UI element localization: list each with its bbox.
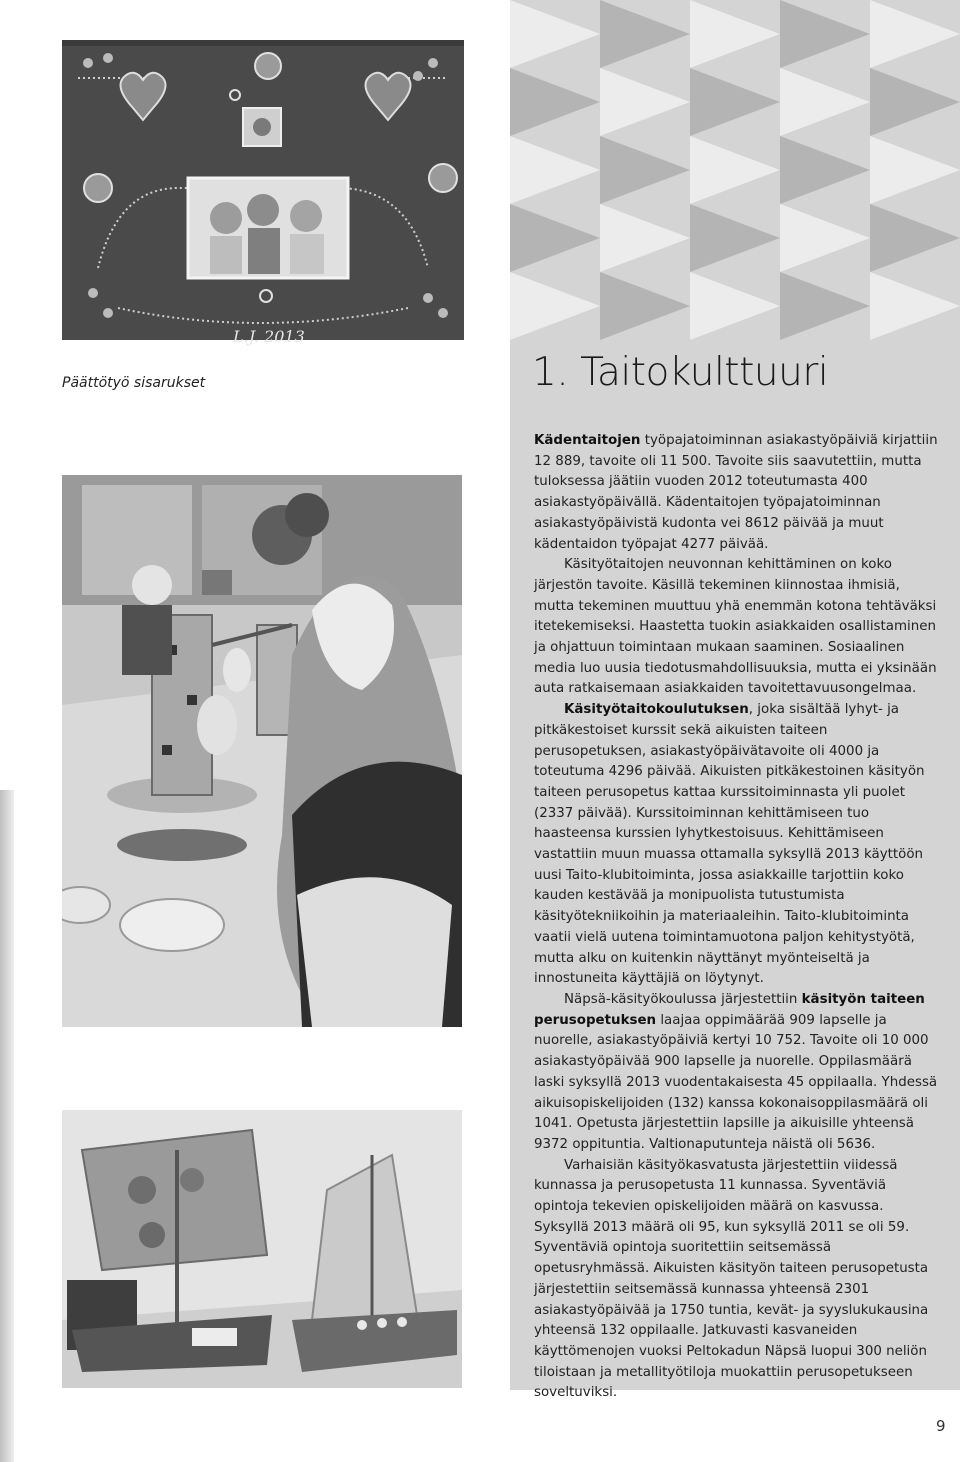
page-number: 9 [936,1417,946,1435]
pattern-triangle [600,68,690,136]
text-run: laajaa oppimäärää 909 lapselle ja nuorelle, asiakastyöpäiviä kertyi 10 752. Tavoite oli 10 000 asiakastyöpäivää 900 lapselle ja nuorelle. Oppilasmäärä laski syksyllä 2013 vuodentakaisesta 45 oppilaalla. Yhdessä aikuisopiskelijoiden (132) kanssa kokonaisoppilasmäärä oli 1041. Opetusta järjestettiin lapsille ja aikuisille yhteensä 9372 oppituntia. Valtionaputunteja näistä oli 5636. [534,1012,938,1152]
photo-caption: Päättötyö sisarukset [62,375,206,391]
pattern-triangle [870,204,960,272]
pattern-triangle [510,272,600,340]
embroidery-signature: L.J. 2013 [233,327,305,346]
pattern-triangle [870,0,960,68]
text-run: Käsityötaitojen neuvonnan kehittäminen on koko järjestön tavoite. Käsillä tekeminen kiinnostaa ihmisiä, mutta tekeminen muuttuu yhä enemmän kotona tehtäväksi itetekemiseksi. Haastetta tuokin asiakkaiden osallistaminen ja ohjattuun toimintaan mukaan saaminen. Sosiaalinen media luo uusia tiedotusmahdollisuuksia, mutta ei yksinään auta ratkaisemaan asiakkaiden tavoitettavuusongelmaa. [534,557,937,697]
body-paragraph [534,990,942,1156]
pattern-triangle [780,272,870,340]
triangle-pattern [510,0,960,340]
body-paragraph [534,555,942,700]
pattern-triangle [690,68,780,136]
embroidery-photo [58,38,468,348]
pattern-triangle [870,272,960,340]
pattern-triangle [690,0,780,68]
pattern-triangle [510,204,600,272]
text-run: Varhaisiän käsityökasvatusta järjestettiin viidessä kunnassa ja perusopetusta 11 kunnassa. Syventäviä opintoja tekevien opiskelijoiden määrä on kasvussa. Syksyllä 2013 määrä oli 95, kun syksyllä 2011 se oli 59. Syventäviä opintoja suoritettiin seitsemässä opetusryhmässä. Aikuisten käsityön taiteen perusopetusta järjestettiin seitsemässä kunnassa yhteensä 2301 asiakastyöpäivää ja 1750 tuntia, kevät- ja syyslukukausina yhteensä 132 oppilaalle. Jatkuvasti kasvaneiden käyttömenojen vuoksi Peltokadun Näpsä luopui 300 neliön tiloistaan ja metallityötiloja muokattiin perusopetukseen soveltuviksi. [534,1157,929,1401]
pattern-triangle [600,0,690,68]
body-paragraph [534,700,942,990]
bold-term: Käsityötaitokoulutuksen [564,702,749,718]
boats-photo [62,1110,462,1388]
bold-term: käsityön taiteen perusopetuksen [534,991,925,1028]
pottery-photo [62,475,462,1027]
pattern-triangle [600,272,690,340]
pattern-triangle [780,136,870,204]
pattern-triangle [690,272,780,340]
pattern-triangle [600,136,690,204]
pattern-triangle [870,68,960,136]
text-run: , joka sisältää lyhyt- ja pitkäkestoiset kurssit sekä aikuisten taiteen perusopetuksen, asiakastyöpäivätavoite oli 4000 ja toteutuma 4296 päivää. Aikuisten pitkäkestoinen käsityön taiteen perusopetus kattaa kurssitoiminnasta yli puolet (2337 päivää). Kurssitoiminnan kehittämiseen tuo haasteensa kurssien lyhytkestoisuus. Kehittämiseen vastattiin muun muassa ottamalla syksyllä 2013 käyttöön uusi Taito-klubitoiminta, jossa asiakkaille tarjottiin koko kauden kestävää ja monipuolista tutustumista käsityötekniikoihin ja materiaaleihin. Taito-klubitoiminta vaatii vielä uutena toimintamuotona paljon kehitystyötä, mutta alku on kuitenkin näyttänyt myönteiseltä ja innostuneita käyttäjiä on löytynyt. [534,702,925,987]
body-paragraph [534,431,942,555]
pattern-triangle [780,204,870,272]
text-run: Näpsä-käsityökoulussa järjestettiin [564,991,802,1007]
pattern-triangle [780,0,870,68]
section-heading: 1. Taitokulttuuri [532,350,829,395]
pattern-triangle [510,68,600,136]
pattern-triangle [510,136,600,204]
pattern-triangle [510,0,600,68]
body-paragraph [534,1156,942,1404]
pattern-triangle [600,204,690,272]
body-text [534,431,942,1404]
pattern-triangle [690,204,780,272]
pattern-triangle [690,136,780,204]
text-run: työpajatoiminnan asiakastyöpäiviä kirjattiin 12 889, tavoite oli 11 500. Tavoite siis saavutettiin, mutta tuloksessa jäätiin vuoden 2012 toteutumasta 400 asiakastyöpäivällä. Kädentaitojen työpajatoiminnan asiakastyöpäivistä kudonta vei 8612 päivää ja muut kädentaidon työpajat 4277 päivää. [534,433,938,552]
bold-term: Kädentaitojen [534,433,641,448]
page-edge-shadow [0,790,14,1462]
pattern-triangle [780,68,870,136]
pattern-triangle [870,136,960,204]
